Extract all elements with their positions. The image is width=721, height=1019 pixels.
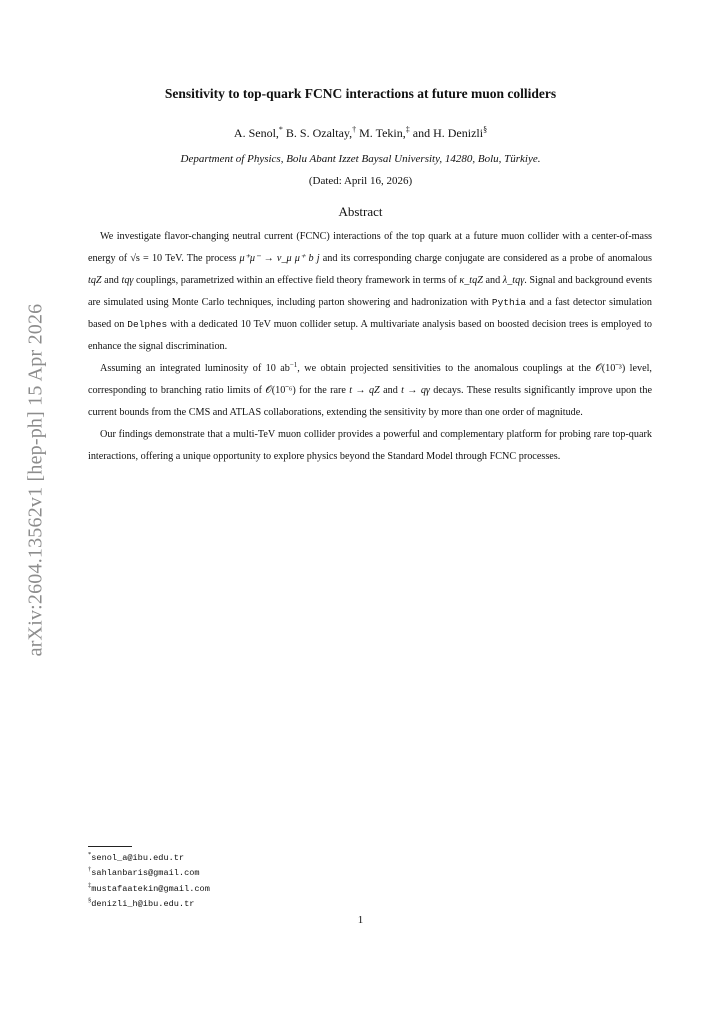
footnote-email: denizli_h@ibu.edu.tr [91, 898, 195, 909]
math-order-br: 𝒪(10⁻⁶) [265, 385, 296, 396]
footnote-mark: * [88, 851, 92, 858]
math-process: μ⁺μ⁻ → ν_μ μ⁺ b j [239, 253, 320, 264]
math-tqgamma: tqγ [121, 275, 134, 286]
footnotes [88, 851, 210, 912]
author-mark: ‡ [405, 125, 410, 134]
author-mark: * [278, 125, 283, 134]
author-name: A. Senol, [233, 126, 279, 140]
math-order-coupling: 𝒪(10⁻³) [595, 363, 626, 374]
software-pythia: Pythia [491, 297, 527, 308]
text-run: We investigate flavor-changing neutral current (FCNC) interactions of the top quark at a future muon collider with a center-of-mass energy of [88, 231, 652, 264]
math-decay-qgamma: t → qγ [401, 385, 430, 396]
text-run: and a fast detector simulation based on [88, 297, 652, 330]
footnote-mark: ‡ [88, 881, 92, 889]
author-mark: § [483, 125, 488, 134]
text-run: , we obtain projected sensitivities to the anomalous couplings at the [297, 363, 596, 374]
page-number: 1 [357, 914, 364, 926]
footnote [88, 866, 210, 881]
footnote-mark: § [88, 896, 92, 904]
math-sqrt-s: √s = 10 TeV [130, 253, 182, 264]
footnote-email: sahlanbaris@gmail.com [91, 868, 200, 879]
abstract-paragraph-1 [88, 226, 652, 358]
footnote-mark: † [88, 866, 92, 874]
arxiv-sidebar-stamp [20, 290, 52, 670]
author-list [0, 126, 721, 141]
footnote-email: senol_a@ibu.edu.tr [91, 853, 185, 863]
math-decay-qz: t → qZ [349, 385, 380, 396]
text-run: . Signal and background events are simulated using Monte Carlo techniques, including parton showering and hadronization with [88, 275, 652, 308]
math-kappa: κ_tqZ [459, 275, 483, 286]
date-line: (Dated: April 16, 2026) [308, 175, 413, 187]
author-name: M. Tekin, [359, 126, 406, 140]
text-run: with a dedicated 10 TeV muon collider setup. A multivariate analysis based on boosted decision trees is employed to enhance the signal discrimination. [88, 319, 652, 352]
abstract-heading: Abstract [338, 204, 383, 219]
footnote [88, 851, 210, 866]
abstract-paragraph-3: Our findings demonstrate that a multi-TeV muon collider provides a powerful and complementary platform for probing rare top-quark interactions, offering a unique opportunity to explore physics beyond the Standard Model through FCNC processes. [88, 429, 652, 462]
author-name: B. S. Ozaltay, [285, 126, 353, 140]
text-run: level, corresponding to branching ratio limits of [88, 363, 652, 396]
math-tqz: tqZ [88, 275, 102, 286]
text-run: . The process [181, 253, 240, 264]
text-run: for the rare [295, 385, 350, 396]
text-run: and [101, 275, 122, 286]
footnote [88, 882, 210, 897]
text-run: and its corresponding charge conjugate are considered as a probe of anomalous [319, 253, 652, 264]
footnote-email: mustafaatekin@gmail.com [91, 883, 210, 894]
paper-title: Sensitivity to top-quark FCNC interactions at future muon colliders [164, 86, 557, 101]
author-separator: and [409, 126, 434, 140]
text-run: Assuming an integrated luminosity of 10 ab [100, 363, 290, 374]
text-run: and [482, 275, 503, 286]
software-delphes: Delphes [127, 319, 168, 330]
abstract-body [88, 226, 652, 468]
arxiv-id: arXiv:2604.13562v1 [hep-ph] 15 Apr 2026 [24, 303, 47, 657]
text-run: decays. These results significantly improve upon the current bounds from the CMS and ATLAS collaborations, extending the sensitivity by more than one order of magnitude. [88, 385, 653, 418]
math-exponent: −1 [289, 361, 298, 369]
math-lambda: λ_tqγ [502, 275, 525, 286]
footnote [88, 897, 210, 912]
author-mark: † [352, 125, 357, 134]
text-run: and [379, 385, 402, 396]
text-run: couplings, parametrized within an effective field theory framework in terms of [133, 275, 460, 286]
affiliation: Department of Physics, Bolu Abant Izzet Baysal University, 14280, Bolu, Türkiye. [180, 153, 541, 165]
author-name: H. Denizli [433, 126, 484, 140]
abstract-paragraph-2 [88, 358, 652, 424]
footnote-divider [88, 846, 132, 847]
